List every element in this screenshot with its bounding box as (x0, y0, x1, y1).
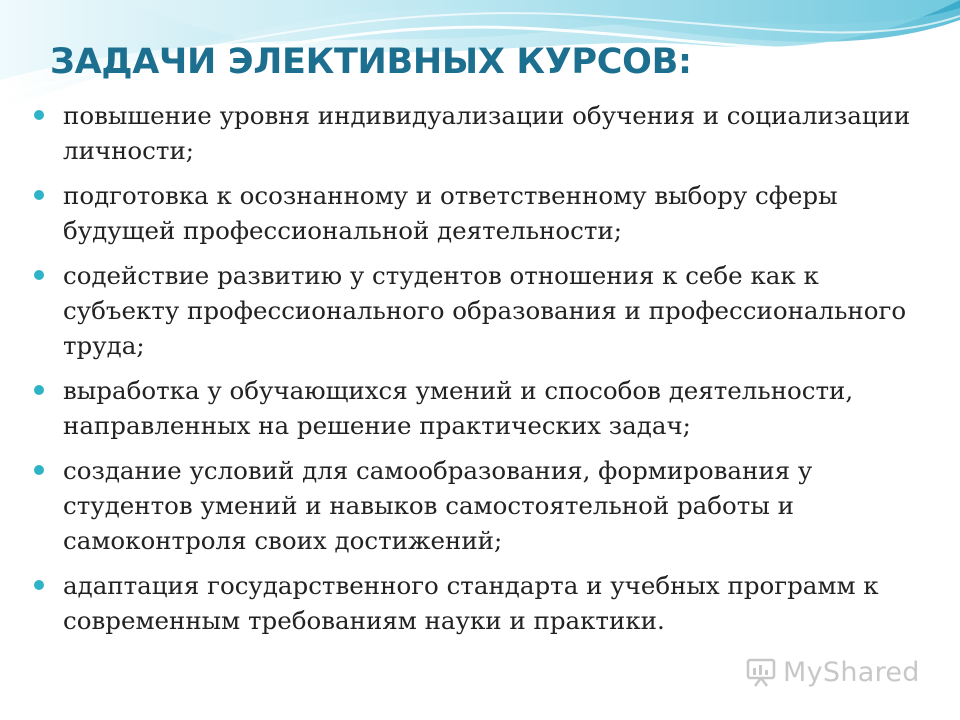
bullet-text: содействие развитию у студентов отношения к себе как к субъекту профессионального образования и профессионального труда; (63, 261, 907, 360)
bullet-text: повышение уровня индивидуализации обучения и социализации личности; (63, 101, 911, 165)
bullet-item (34, 98, 924, 168)
bullet-dot-icon (34, 465, 44, 475)
watermark-text: MyShared (783, 656, 920, 688)
bullet-item (34, 258, 924, 363)
bullet-item (34, 373, 924, 443)
bullet-list (34, 98, 924, 648)
slide-title: ЗАДАЧИ ЭЛЕКТИВНЫХ КУРСОВ: (50, 42, 692, 82)
presentation-board-icon (745, 656, 777, 688)
bullet-text: выработка у обучающихся умений и способов деятельности, направленных на решение практических задач; (63, 376, 854, 440)
bullet-dot-icon (34, 580, 44, 590)
bullet-dot-icon (34, 270, 44, 280)
bullet-item (34, 568, 924, 638)
bullet-item (34, 178, 924, 248)
bullet-item (34, 453, 924, 558)
bullet-text: адаптация государственного стандарта и учебных программ к современным требованиям науки и практики. (63, 571, 879, 635)
bullet-text: создание условий для самообразования, формирования у студентов умений и навыков самостоятельной работы и самоконтроля своих достижений; (63, 456, 813, 555)
bullet-text: подготовка к осознанному и ответственному выбору сферы будущей профессиональной деятельности; (63, 181, 838, 245)
watermark (745, 655, 920, 689)
bullet-dot-icon (34, 385, 44, 395)
bullet-dot-icon (34, 190, 44, 200)
bullet-dot-icon (34, 110, 44, 120)
